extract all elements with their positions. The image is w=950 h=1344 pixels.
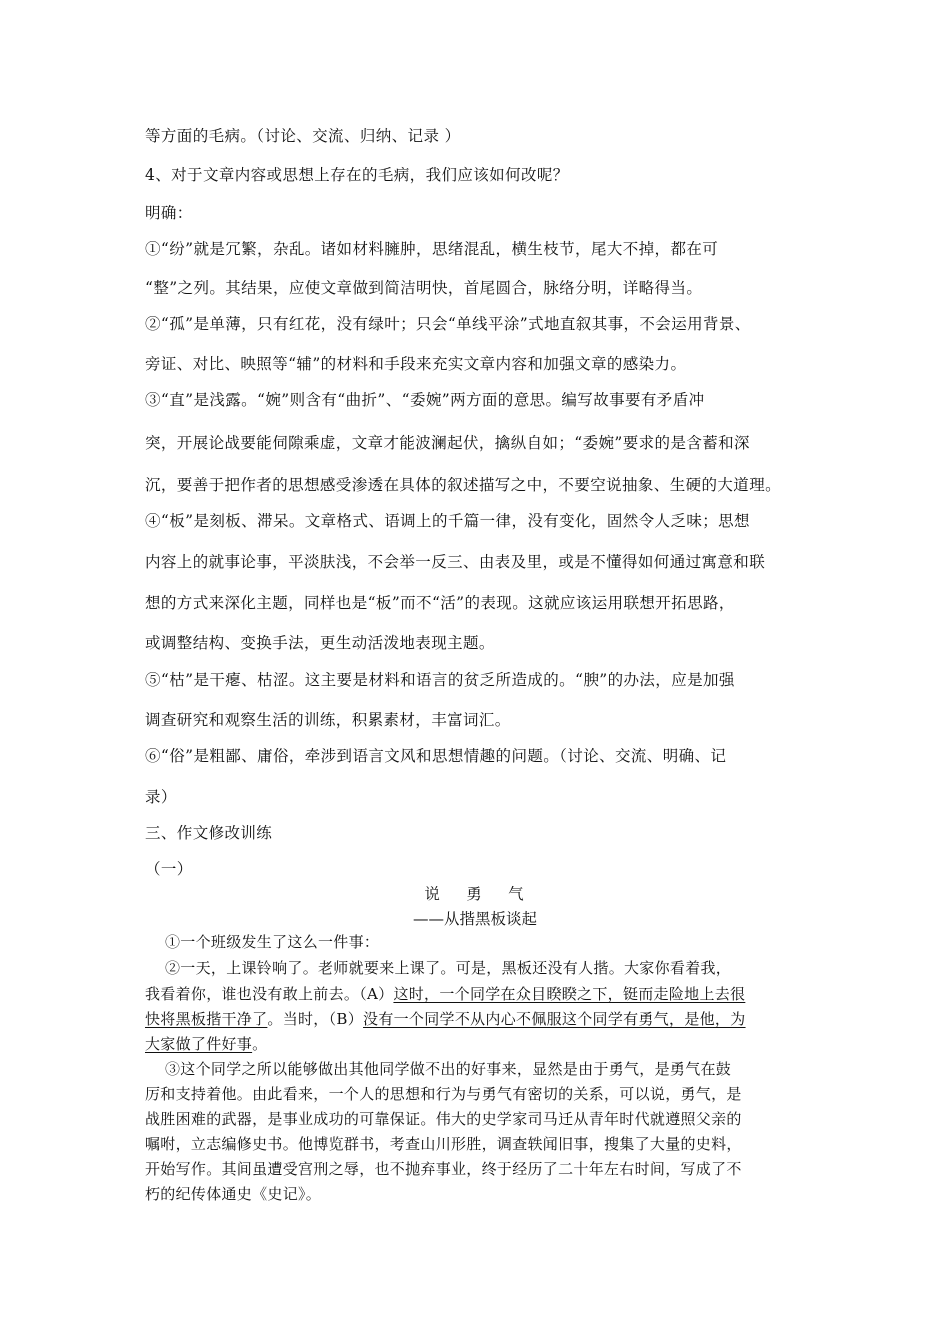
essay-title: 说 勇 气 xyxy=(424,885,526,903)
text-line: 想的方式来深化主题，同样也是“板”而不“活”的表现。这就应该运用联想开拓思路， xyxy=(145,594,735,612)
section-heading: 三、作文修改训练 xyxy=(145,824,273,842)
essay-line: 朽的纪传体通史《史记》。 xyxy=(145,1185,322,1203)
essay-text: 。当时，（B） xyxy=(267,1010,364,1028)
text-line: ⑤“枯”是干瘪、枯涩。这主要是材料和语言的贫乏所造成的。“腴”的办法，应是加强 xyxy=(145,671,735,689)
essay-paragraph: ③这个同学之所以能够做出其他同学做不出的好事来，显然是由于勇气，是勇气在鼓 xyxy=(165,1060,732,1078)
text-line: “整”之列。其结果，应使文章做到简洁明快，首尾圆合，脉络分明，详略得当。 xyxy=(145,279,703,297)
essay-paragraph: ②一天，上课铃响了。老师就要来上课了。可是，黑板还没有人揩。大家你看着我， xyxy=(165,959,732,977)
underlined-sentence-b: 没有一个同学不从内心不佩服这个同学有勇气，是他，为 xyxy=(363,1010,746,1028)
essay-text: 我看着你，谁也没有敢上前去。（A） xyxy=(145,985,394,1003)
text-line: 旁证、对比、映照等“辅”的材料和手段来充实文章内容和加强文章的感染力。 xyxy=(145,355,687,373)
underlined-sentence-a: 这时，一个同学在众目睽睽之下，铤而走险地上去很 xyxy=(393,985,746,1003)
essay-subtitle: ——从揩黑板谈起 xyxy=(412,910,537,928)
text-line: ①“纷”就是冗繁，杂乱。诸如材料臃肿，思绪混乱，横生枝节，尾大不掉，都在可 xyxy=(145,240,719,258)
essay-paragraph: ①一个班级发生了这么一件事： xyxy=(165,933,380,951)
essay-line: 开始写作。其间虽遭受宫刑之辱，也不抛弃事业，终于经历了二十年左右时间，写成了不 xyxy=(145,1160,742,1178)
text-line: ④“板”是刻板、滞呆。文章格式、语调上的千篇一律，没有变化，固然令人乏味；思想 xyxy=(145,512,750,530)
text-line: 或调整结构、变换手法，更生动活泼地表现主题。 xyxy=(145,634,495,652)
essay-line: 嘱咐，立志编修史书。他博览群书，考查山川形胜，调查轶闻旧事，搜集了大量的史料， xyxy=(145,1135,742,1153)
essay-line xyxy=(145,1033,267,1054)
underlined-sentence-a: 快将黑板揩干净了 xyxy=(145,1010,268,1028)
text-line: 录） xyxy=(145,788,177,806)
text-line: 明确： xyxy=(145,204,193,222)
text-line: 沉，要善于把作者的思想感受渗透在具体的叙述描写之中，不要空说抽象、生硬的大道理。 xyxy=(145,476,782,494)
text-line: 内容上的就事论事，平淡肤浅，不会举一反三、由表及里，或是不懂得如何通过寓意和联 xyxy=(145,553,766,571)
essay-line: 战胜困难的武器，是事业成功的可靠保证。伟大的史学家司马迁从青年时代就遵照父亲的 xyxy=(145,1110,742,1128)
text-line: 等方面的毛病。（讨论、交流、归纳、记录 ） xyxy=(145,127,461,145)
text-line: 突，开展论战要能伺隙乘虚，文章才能波澜起伏，擒纵自如；“委婉”要求的是含蓄和深 xyxy=(145,434,750,452)
essay-line xyxy=(145,983,745,1004)
text-line: ②“孤”是单薄，只有红花，没有绿叶；只会“单线平涂”式地直叙其事，不会运用背景、 xyxy=(145,315,751,333)
essay-line: 厉和支持着他。由此看来，一个人的思想和行为与勇气有密切的关系，可以说，勇气，是 xyxy=(145,1085,742,1103)
text-line: 4、对于文章内容或思想上存在的毛病，我们应该如何改呢？ xyxy=(145,166,569,184)
essay-line xyxy=(145,1008,746,1029)
text-line: ⑥“俗”是粗鄙、庸俗，牵涉到语言文风和思想情趣的问题。（讨论、交流、明确、记 xyxy=(145,747,727,765)
subsection-label: （一） xyxy=(145,860,193,878)
text-line: 调查研究和观察生活的训练，积累素材，丰富词汇。 xyxy=(145,711,511,729)
text-line: ③“直”是浅露。“婉”则含有“曲折”、“委婉”两方面的意思。编写故事要有矛盾冲 xyxy=(145,391,705,409)
essay-text: 。 xyxy=(252,1035,268,1053)
underlined-sentence-b: 大家做了件好事 xyxy=(145,1035,253,1053)
